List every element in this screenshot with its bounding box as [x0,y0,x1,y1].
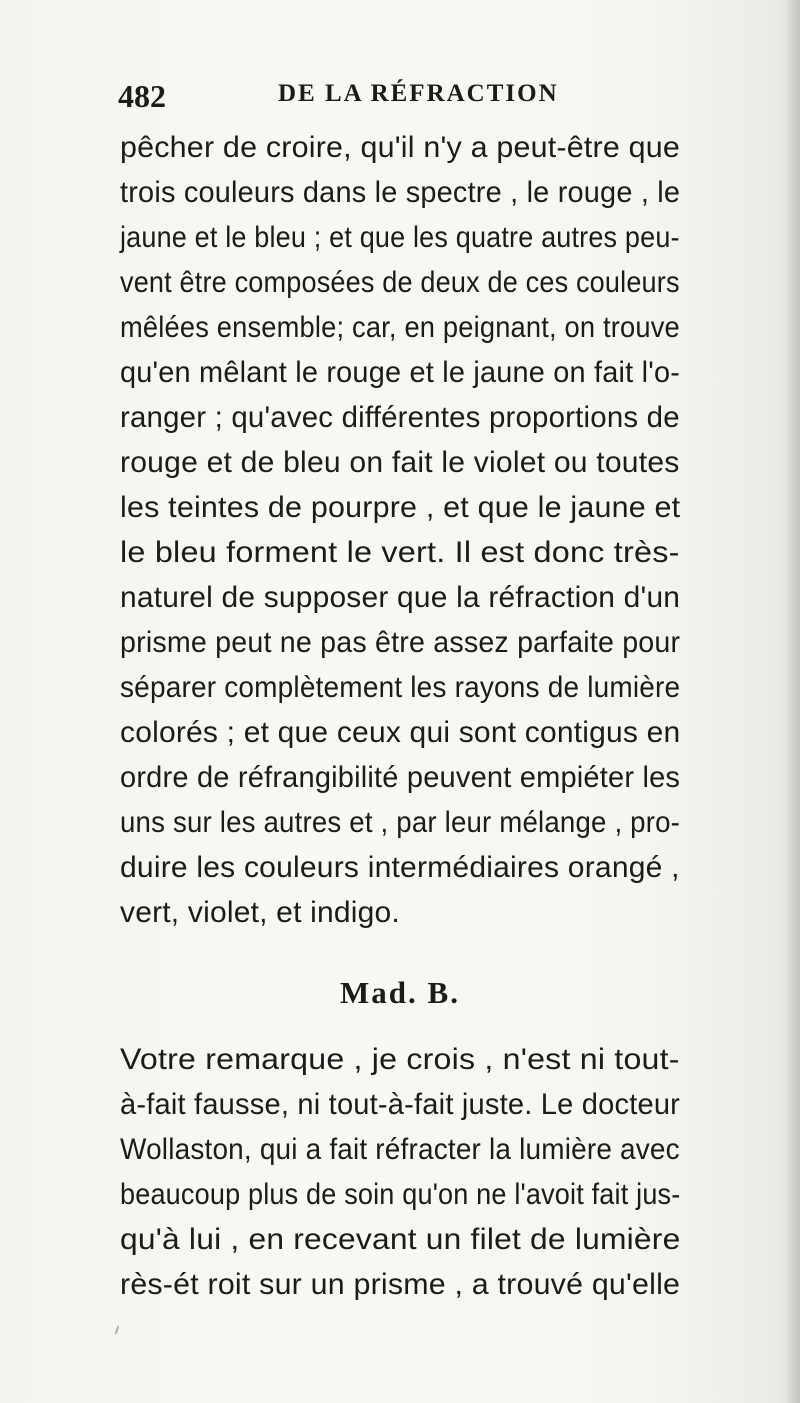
text-line: Wollaston, qui a fait réfracter la lumière avec [120,1133,680,1166]
text-line: ordre de réfrangibilité peuvent empiéter les [120,761,681,794]
text-line: rès-ét roit sur un prisme , a trouvé qu'elle [120,1268,681,1301]
text-line: pêcher de croire, qu'il n'y a peut-être que [120,131,681,164]
running-title: DE LA RÉFRACTION [278,80,559,107]
text-line: à-fait fausse, ni tout-à-fait juste. Le docteur [120,1088,681,1121]
page-header [118,78,718,118]
text-line: beaucoup plus de soin qu'on ne l'avoit fait jus- [120,1178,681,1211]
page-edge [786,0,800,1403]
page-number: 482 [118,78,166,114]
text-line: rouge et de bleu on fait le violet ou toutes [120,446,680,479]
speaker-label: Mad. B. [340,975,460,1010]
ink-mark [114,1325,119,1335]
text-line: Votre remarque , je crois , n'est ni tout- [120,1043,680,1076]
text-line: naturel de supposer que la réfraction d'un [120,581,681,614]
text-line: uns sur les autres et , par leur mélange , pro- [120,806,681,839]
text-line: qu'en mêlant le rouge et le jaune on fait l'o- [120,356,681,389]
text-line: duire les couleurs intermédiaires orangé , [120,851,680,884]
text-line: trois couleurs dans le spectre , le rouge , le [120,176,681,209]
text-line: jaune et le bleu ; et que les quatre autres peu- [120,221,680,254]
text-line: ranger ; qu'avec différentes proportions de [120,401,680,434]
text-line: colorés ; et que ceux qui sont contigus en [120,716,681,749]
text-line: mêlées ensemble; car, en peignant, on trouve [120,311,680,344]
text-line: séparer complètement les rayons de lumière [120,671,681,704]
text-line: qu'à lui , en recevant un filet de lumière [120,1223,681,1256]
text-line: vert, violet, et indigo. [120,896,400,929]
text-line: vent être composées de deux de ces couleurs [120,266,680,299]
text-line: les teintes de pourpre , et que le jaune et [120,491,681,524]
text-line: le bleu forment le vert. Il est donc très- [120,536,680,569]
text-line: prisme peut ne pas être assez parfaite pour [120,626,681,659]
